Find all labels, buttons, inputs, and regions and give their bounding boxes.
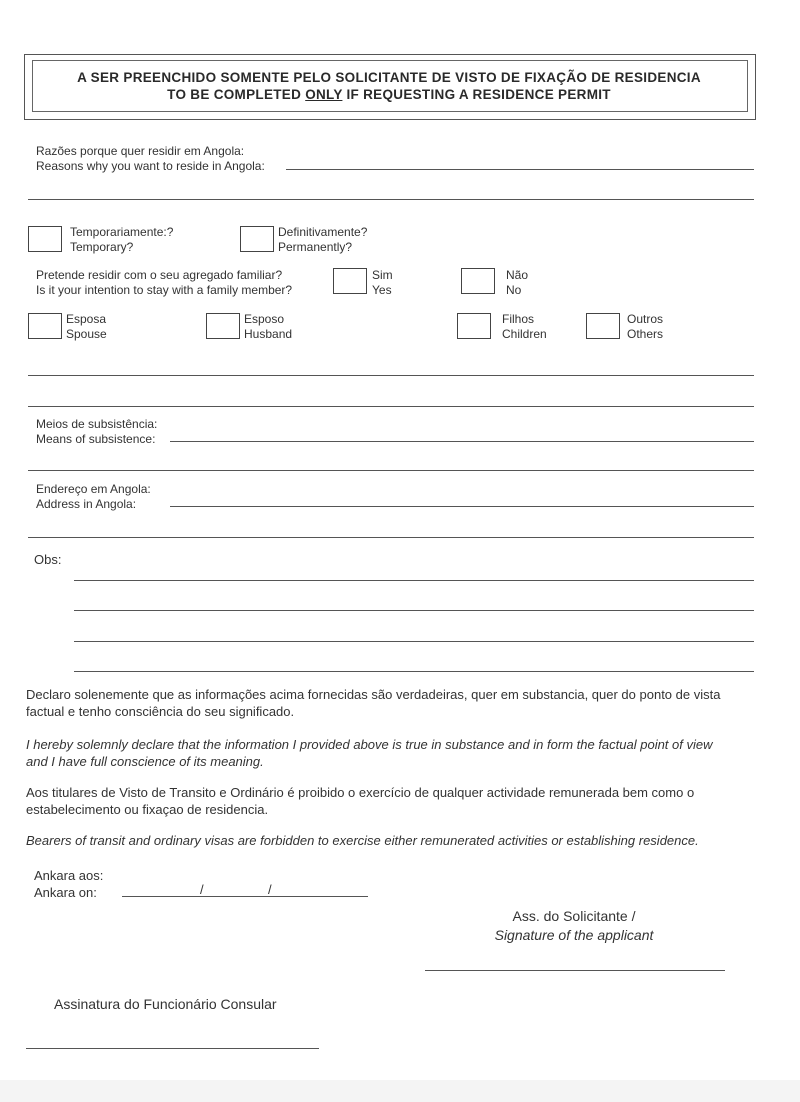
- declaration-en-line-1: I hereby solemnly declare that the information I provided above is true in substance and in form the factual point of view: [26, 737, 713, 752]
- family-yes-label-pt: Sim: [372, 268, 393, 282]
- applicant-signature-line[interactable]: [425, 970, 725, 971]
- family-yes-label-en: Yes: [372, 283, 392, 297]
- temporary-checkbox[interactable]: [28, 226, 62, 252]
- obs-input-line-3[interactable]: [74, 641, 754, 642]
- transit-notice-pt-line-1: Aos titulares de Visto de Transito e Ordinário é proibido o exercício de qualquer actividade remunerada bem como o: [26, 785, 695, 800]
- permanent-checkbox[interactable]: [240, 226, 274, 252]
- family-no-label-en: No: [506, 283, 522, 297]
- family-no-label-pt: Não: [506, 268, 529, 282]
- husband-checkbox[interactable]: [206, 313, 240, 339]
- family-no-checkbox[interactable]: [461, 268, 495, 294]
- transit-notice-pt: [26, 784, 766, 818]
- others-label-en: Others: [627, 327, 664, 341]
- consular-signature-label: Assinatura do Funcionário Consular: [54, 996, 277, 1012]
- address-label-en: Address in Angola:: [36, 497, 137, 511]
- address-label-pt: Endereço em Angola:: [36, 482, 151, 496]
- subsistence-input-line-2[interactable]: [28, 470, 754, 471]
- address-input-line-1[interactable]: [170, 506, 754, 507]
- spouse-label-en: Spouse: [66, 327, 107, 341]
- address-input-line-2[interactable]: [28, 537, 754, 538]
- obs-input-line-4[interactable]: [74, 671, 754, 672]
- date-separator-1: /: [200, 882, 204, 897]
- family-yes-checkbox[interactable]: [333, 268, 367, 294]
- obs-input-line-1[interactable]: [74, 580, 754, 581]
- reasons-input-line-1[interactable]: [286, 169, 754, 170]
- spouse-checkbox[interactable]: [28, 313, 62, 339]
- header-title-en-only: ONLY: [305, 87, 343, 102]
- reasons-input-line-2[interactable]: [28, 199, 754, 200]
- children-label-pt: Filhos: [502, 312, 535, 326]
- transit-notice-en: [26, 832, 766, 849]
- header-title-en: [32, 87, 746, 102]
- subsistence-label-en: Means of subsistence:: [36, 432, 156, 446]
- temporary-label-pt: Temporariamente:?: [70, 225, 174, 239]
- reasons-label-pt: Razões porque quer residir em Angola:: [36, 144, 245, 158]
- permanent-label-en: Permanently?: [278, 240, 353, 254]
- header-title-en-end: IF REQUESTING A RESIDENCE PERMIT: [342, 87, 611, 102]
- declaration-pt-line-2: factual e tenho consciência do seu significado.: [26, 704, 295, 719]
- obs-input-line-2[interactable]: [74, 610, 754, 611]
- applicant-signature-label-en: Signature of the applicant: [494, 927, 654, 943]
- children-label-en: Children: [502, 327, 547, 341]
- subsistence-label-pt: Meios de subsistência:: [36, 417, 158, 431]
- transit-notice-en-line: Bearers of transit and ordinary visas are forbidden to exercise either remunerated activities or establishing residence.: [26, 833, 699, 848]
- page-bottom-shade: [0, 1080, 800, 1102]
- reasons-label-en: Reasons why you want to reside in Angola:: [36, 159, 265, 173]
- family-details-line-2[interactable]: [28, 406, 754, 407]
- declaration-en: [26, 736, 766, 770]
- date-input-line[interactable]: [122, 896, 368, 897]
- declaration-en-line-2: and I have full conscience of its meaning.: [26, 754, 264, 769]
- place-label-pt: Ankara aos:: [34, 868, 104, 883]
- others-checkbox[interactable]: [586, 313, 620, 339]
- consular-signature-line[interactable]: [26, 1048, 319, 1049]
- children-checkbox[interactable]: [457, 313, 491, 339]
- header-inner-frame: [32, 60, 748, 112]
- family-question-pt: Pretende residir com o seu agregado familiar?: [36, 268, 283, 282]
- declaration-pt: [26, 686, 766, 720]
- husband-label-pt: Esposo: [244, 312, 285, 326]
- obs-label: Obs:: [34, 552, 62, 567]
- spouse-label-pt: Esposa: [66, 312, 107, 326]
- transit-notice-pt-line-2: estabelecimento ou fixaçao de residencia.: [26, 802, 269, 817]
- applicant-signature-label-pt: Ass. do Solicitante /: [512, 908, 636, 924]
- temporary-label-en: Temporary?: [70, 240, 134, 254]
- subsistence-input-line-1[interactable]: [170, 441, 754, 442]
- others-label-pt: Outros: [627, 312, 664, 326]
- place-label-en: Ankara on:: [34, 885, 97, 900]
- family-details-line-1[interactable]: [28, 375, 754, 376]
- husband-label-en: Husband: [244, 327, 293, 341]
- date-separator-2: /: [268, 882, 272, 897]
- declaration-pt-line-1: Declaro solenemente que as informações acima fornecidas são verdadeiras, quer em substancia, quer do ponto de vista: [26, 687, 721, 702]
- permanent-label-pt: Definitivamente?: [278, 225, 368, 239]
- header-title-en-start: TO BE COMPLETED: [167, 87, 306, 102]
- header-title-pt: A SER PREENCHIDO SOMENTE PELO SOLICITANTE DE VISTO DE FIXAÇÃO DE RESIDENCIA: [77, 70, 701, 85]
- family-question-en: Is it your intention to stay with a family member?: [36, 283, 293, 297]
